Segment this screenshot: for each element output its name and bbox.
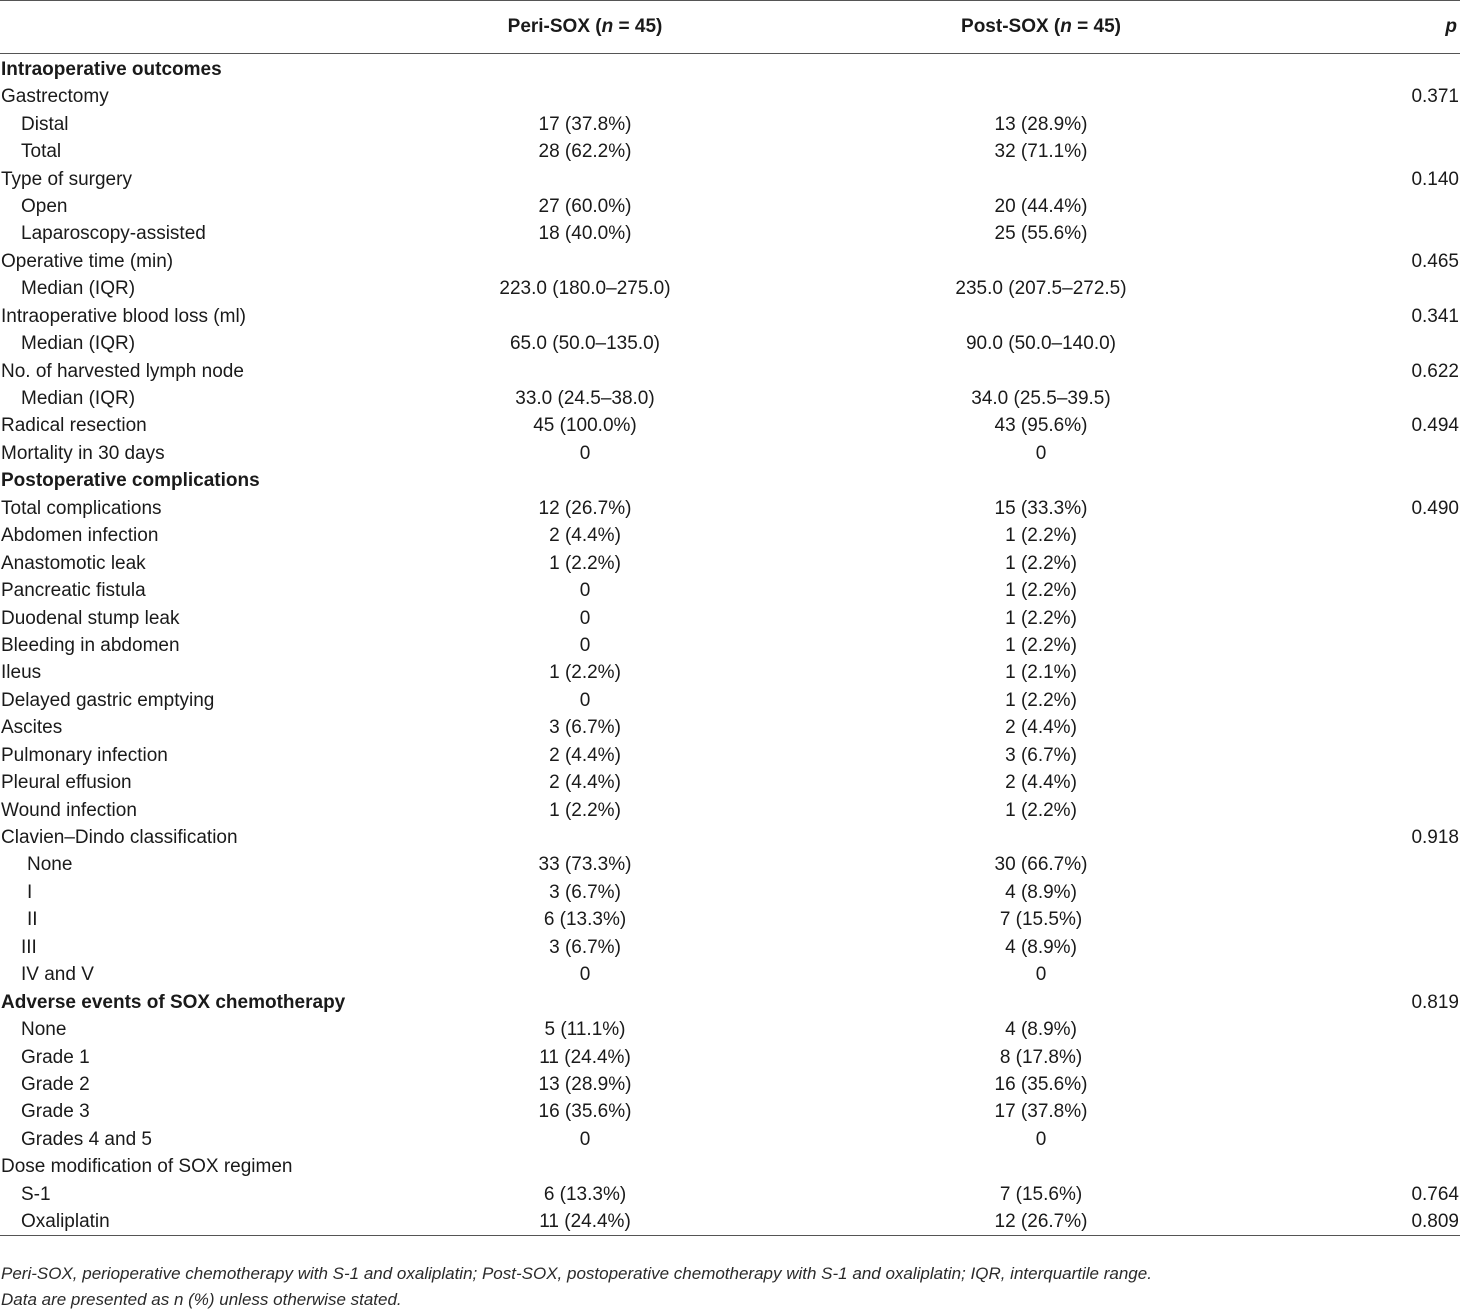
cell-p-value: 0.371 <box>1411 86 1459 108</box>
table-footnotes <box>1 1261 1152 1313</box>
cell-p-value <box>1282 1153 1460 1180</box>
table-row <box>0 604 1460 631</box>
cell-p-value <box>1282 1016 1460 1043</box>
row-label: Median (IQR) <box>21 388 136 410</box>
cell-p-value <box>1282 961 1460 988</box>
cell-peri-sox: 45 (100.0%) <box>533 415 637 437</box>
cell-peri-sox <box>370 357 800 384</box>
cell-p-value: 0.490 <box>1411 497 1459 519</box>
row-label: Radical resection <box>1 415 147 437</box>
cell-post-sox: 1 (2.2%) <box>1005 607 1077 629</box>
cell-p-value <box>1282 1043 1460 1070</box>
table-row <box>0 357 1460 384</box>
cell-peri-sox: 11 (24.4%) <box>370 1208 800 1236</box>
footnote-abbreviations: Peri-SOX, perioperative chemotherapy with S-1 and oxaliplatin; Post-SOX, postoperative chemotherapy with S-1 and oxaliplatin; IQR, interquartile range. <box>1 1264 1152 1283</box>
cell-post-sox: 0 <box>1035 964 1047 986</box>
cell-peri-sox: 1 (2.2%) <box>549 799 621 821</box>
table-row <box>0 742 1460 769</box>
cell-post-sox <box>800 248 1282 275</box>
cell-post-sox: 0 <box>1035 442 1047 464</box>
cell-p-value: 0.494 <box>1411 415 1459 437</box>
cell-post-sox: 1 (2.2%) <box>1005 689 1077 711</box>
cell-p-value <box>1282 742 1460 769</box>
cell-p-value <box>1282 193 1460 220</box>
table-row <box>0 577 1460 604</box>
table-row <box>0 220 1460 247</box>
cell-post-sox: 32 (71.1%) <box>994 141 1088 163</box>
row-label: III <box>21 936 37 958</box>
cell-post-sox: 1 (2.2%) <box>1005 552 1077 574</box>
cell-post-sox <box>800 83 1282 110</box>
row-label: Pleural effusion <box>1 772 132 794</box>
table-row <box>0 440 1460 467</box>
cell-p-value <box>1282 796 1460 823</box>
table-row <box>0 385 1460 412</box>
row-label: Grades 4 and 5 <box>21 1128 152 1150</box>
cell-p-value <box>1282 138 1460 165</box>
table-row <box>0 632 1460 659</box>
cell-p-value <box>1282 467 1460 494</box>
row-label: Ileus <box>1 662 42 684</box>
cell-p-value <box>1282 54 1460 84</box>
cell-peri-sox: 1 (2.2%) <box>549 662 621 684</box>
table-row <box>0 714 1460 741</box>
header-p-value: p <box>1282 1 1460 54</box>
header-row <box>0 1 1460 54</box>
header-peri-n: n <box>601 16 614 37</box>
row-label: Duodenal stump leak <box>1 607 180 629</box>
header-post-n: n <box>1060 16 1072 37</box>
cell-peri-sox: 2 (4.4%) <box>549 744 621 766</box>
row-label: Anastomotic leak <box>1 552 146 574</box>
table-row <box>0 330 1460 357</box>
table-row <box>0 549 1460 576</box>
table-row <box>0 687 1460 714</box>
cell-post-sox <box>800 303 1282 330</box>
cell-post-sox: 12 (26.7%) <box>800 1208 1282 1236</box>
cell-post-sox: 15 (33.3%) <box>994 497 1088 519</box>
table-row <box>0 824 1460 851</box>
row-label: Delayed gastric emptying <box>1 689 215 711</box>
cell-peri-sox: 0 <box>579 442 591 464</box>
row-label: Dose modification of SOX regimen <box>1 1156 293 1178</box>
row-label: Distal <box>21 113 69 135</box>
cell-p-value: 0.622 <box>1411 360 1459 382</box>
row-label: Open <box>21 195 68 217</box>
cell-peri-sox: 28 (62.2%) <box>538 141 632 163</box>
table-row <box>0 1043 1460 1070</box>
cell-p-value: 0.465 <box>1411 250 1459 272</box>
header-post-sox <box>800 1 1282 54</box>
cell-post-sox: 1 (2.2%) <box>1005 634 1077 656</box>
row-label: Adverse events of SOX chemotherapy <box>1 991 346 1013</box>
cell-peri-sox <box>370 248 800 275</box>
cell-post-sox: 2 (4.4%) <box>1005 772 1077 794</box>
table-row <box>0 495 1460 522</box>
cell-p-value <box>1282 385 1460 412</box>
cell-p-value <box>1282 220 1460 247</box>
cell-p-value <box>1282 522 1460 549</box>
cell-peri-sox: 3 (6.7%) <box>549 936 621 958</box>
row-label: Pancreatic fistula <box>1 580 146 602</box>
cell-p-value <box>1282 275 1460 302</box>
table-row <box>0 961 1460 988</box>
cell-post-sox: 43 (95.6%) <box>994 415 1088 437</box>
cell-post-sox: 90.0 (50.0–140.0) <box>965 333 1116 355</box>
cell-peri-sox: 6 (13.3%) <box>543 1183 627 1205</box>
cell-p-value <box>1282 632 1460 659</box>
header-post-prefix: Post-SOX ( <box>961 16 1061 37</box>
cell-peri-sox: 2 (4.4%) <box>549 525 621 547</box>
row-label: Median (IQR) <box>21 333 136 355</box>
cell-post-sox: 3 (6.7%) <box>1005 744 1077 766</box>
cell-peri-sox: 33.0 (24.5–38.0) <box>515 388 655 410</box>
row-label: Bleeding in abdomen <box>1 634 180 656</box>
row-label: Oxaliplatin <box>0 1208 370 1236</box>
row-label: Clavien–Dindo classification <box>1 827 238 849</box>
table-row <box>0 879 1460 906</box>
cell-p-value <box>1282 1126 1460 1153</box>
row-label: I <box>27 881 33 903</box>
cell-peri-sox <box>370 988 800 1015</box>
row-label: None <box>21 1019 67 1041</box>
cell-peri-sox <box>370 303 800 330</box>
cell-p-value: 0.809 <box>1282 1208 1460 1236</box>
cell-post-sox: 16 (35.6%) <box>994 1073 1088 1095</box>
cell-post-sox: 13 (28.9%) <box>994 113 1088 135</box>
table-row <box>0 851 1460 878</box>
table-row <box>0 906 1460 933</box>
cell-peri-sox: 0 <box>579 607 591 629</box>
cell-peri-sox: 11 (24.4%) <box>539 1046 631 1068</box>
row-label: Postoperative complications <box>1 470 260 492</box>
cell-peri-sox: 0 <box>579 964 591 986</box>
cell-peri-sox: 27 (60.0%) <box>538 195 632 217</box>
row-label: None <box>27 854 73 876</box>
cell-p-value: 0.819 <box>1411 991 1459 1013</box>
cell-p-value: 0.918 <box>1411 827 1459 849</box>
cell-p-value: 0.140 <box>1411 168 1459 190</box>
row-label: Intraoperative outcomes <box>1 59 222 80</box>
cell-post-sox: 1 (2.2%) <box>1005 525 1077 547</box>
cell-post-sox: 7 (15.6%) <box>999 1183 1083 1205</box>
cell-p-value <box>1282 549 1460 576</box>
cell-post-sox <box>800 988 1282 1015</box>
cell-p-value <box>1282 769 1460 796</box>
cell-peri-sox: 6 (13.3%) <box>543 909 627 931</box>
table-row <box>0 193 1460 220</box>
cell-post-sox: 1 (2.2%) <box>1005 580 1077 602</box>
cell-peri-sox: 1 (2.2%) <box>549 552 621 574</box>
row-label: Grade 2 <box>21 1073 90 1095</box>
cell-peri-sox: 13 (28.9%) <box>538 1073 632 1095</box>
table-row <box>0 1153 1460 1180</box>
cell-p-value: 0.764 <box>1411 1183 1459 1205</box>
table-body <box>0 54 1460 1236</box>
cell-post-sox: 30 (66.7%) <box>994 854 1088 876</box>
cell-peri-sox: 3 (6.7%) <box>549 717 621 739</box>
cell-post-sox: 1 (2.1%) <box>1005 662 1077 684</box>
table-row <box>0 303 1460 330</box>
cell-post-sox: 4 (8.9%) <box>1005 1019 1077 1041</box>
cell-post-sox: 7 (15.5%) <box>999 909 1083 931</box>
header-peri-suffix: = 45) <box>613 16 663 37</box>
cell-post-sox: 17 (37.8%) <box>994 1101 1088 1123</box>
cell-post-sox <box>800 467 1282 494</box>
row-label: Grade 1 <box>21 1046 90 1068</box>
cell-p-value <box>1282 687 1460 714</box>
row-label: Mortality in 30 days <box>1 442 165 464</box>
cell-p-value <box>1282 906 1460 933</box>
cell-peri-sox: 16 (35.6%) <box>538 1101 632 1123</box>
cell-peri-sox: 17 (37.8%) <box>538 113 632 135</box>
row-label: Median (IQR) <box>21 278 136 300</box>
table-row <box>0 1181 1460 1208</box>
cell-post-sox <box>800 357 1282 384</box>
row-label: Total complications <box>1 497 162 519</box>
table-row <box>0 934 1460 961</box>
cell-peri-sox <box>370 54 800 84</box>
cell-post-sox: 34.0 (25.5–39.5) <box>971 388 1111 410</box>
table-row <box>0 659 1460 686</box>
table-header <box>0 1 1460 54</box>
cell-p-value <box>1282 851 1460 878</box>
cell-peri-sox: 0 <box>579 1128 591 1150</box>
cell-p-value <box>1282 577 1460 604</box>
table-row <box>0 769 1460 796</box>
row-label: No. of harvested lymph node <box>1 360 244 382</box>
cell-post-sox: 8 (17.8%) <box>999 1046 1083 1068</box>
cell-p-value <box>1282 604 1460 631</box>
row-label: IV and V <box>21 964 94 986</box>
cell-p-value: 0.341 <box>1411 305 1459 327</box>
cell-post-sox: 2 (4.4%) <box>1005 717 1077 739</box>
row-label: Ascites <box>1 717 63 739</box>
table-row <box>0 165 1460 192</box>
cell-peri-sox: 223.0 (180.0–275.0) <box>499 278 671 300</box>
table-row <box>0 412 1460 439</box>
cell-peri-sox: 33 (73.3%) <box>538 854 632 876</box>
header-post-suffix: = 45) <box>1071 16 1121 37</box>
cell-p-value <box>1282 110 1460 137</box>
header-variable <box>0 1 370 54</box>
cell-p-value <box>1282 659 1460 686</box>
cell-p-value <box>1282 1071 1460 1098</box>
cell-post-sox <box>800 824 1282 851</box>
cell-post-sox <box>800 1153 1282 1180</box>
row-label: Operative time (min) <box>1 250 174 272</box>
cell-peri-sox <box>370 83 800 110</box>
cell-post-sox: 4 (8.9%) <box>1005 936 1077 958</box>
cell-post-sox: 0 <box>1035 1128 1047 1150</box>
header-peri-prefix: Peri-SOX ( <box>507 16 602 37</box>
cell-post-sox: 4 (8.9%) <box>1005 881 1077 903</box>
cell-peri-sox: 3 (6.7%) <box>549 881 621 903</box>
row-label: Grade 3 <box>21 1101 90 1123</box>
table-row <box>0 522 1460 549</box>
table-row <box>0 467 1460 494</box>
cell-peri-sox: 18 (40.0%) <box>538 223 632 245</box>
cell-post-sox: 235.0 (207.5–272.5) <box>955 278 1127 300</box>
cell-p-value <box>1282 1098 1460 1125</box>
table-row <box>0 138 1460 165</box>
cell-post-sox <box>800 165 1282 192</box>
table-row <box>0 796 1460 823</box>
row-label: Type of surgery <box>1 168 132 190</box>
row-label: Abdomen infection <box>1 525 159 547</box>
row-label: Total <box>21 141 62 163</box>
table-row <box>0 275 1460 302</box>
cell-peri-sox: 0 <box>579 689 591 711</box>
table-row <box>0 1208 1460 1236</box>
table-row <box>0 110 1460 137</box>
cell-peri-sox: 0 <box>579 634 591 656</box>
row-label: Laparoscopy-assisted <box>21 223 206 245</box>
cell-post-sox: 25 (55.6%) <box>994 223 1088 245</box>
cell-peri-sox: 0 <box>579 580 591 602</box>
footnote-data-format: Data are presented as n (%) unless otherwise stated. <box>1 1290 402 1309</box>
cell-post-sox: 1 (2.2%) <box>1005 799 1077 821</box>
row-label: Wound infection <box>1 799 137 821</box>
table-row <box>0 1126 1460 1153</box>
row-label: II <box>27 909 38 931</box>
cell-p-value <box>1282 879 1460 906</box>
cell-peri-sox <box>370 824 800 851</box>
table-row <box>0 54 1460 84</box>
table-row <box>0 83 1460 110</box>
cell-peri-sox: 65.0 (50.0–135.0) <box>509 333 660 355</box>
table-row <box>0 1071 1460 1098</box>
row-label: Gastrectomy <box>1 86 109 108</box>
cell-peri-sox <box>370 165 800 192</box>
cell-p-value <box>1282 934 1460 961</box>
row-label: S-1 <box>21 1183 51 1205</box>
row-label: Intraoperative blood loss (ml) <box>1 305 246 327</box>
table-row <box>0 988 1460 1015</box>
header-peri-sox <box>370 1 800 54</box>
cell-post-sox: 20 (44.4%) <box>994 195 1088 217</box>
cell-p-value <box>1282 714 1460 741</box>
cell-peri-sox: 5 (11.1%) <box>544 1019 626 1041</box>
cell-p-value <box>1282 440 1460 467</box>
cell-peri-sox <box>370 1153 800 1180</box>
cell-peri-sox: 2 (4.4%) <box>549 772 621 794</box>
table-row <box>0 1016 1460 1043</box>
cell-p-value <box>1282 330 1460 357</box>
table-row <box>0 1098 1460 1125</box>
row-label: Pulmonary infection <box>1 744 168 766</box>
cell-peri-sox <box>370 467 800 494</box>
cell-post-sox <box>800 54 1282 84</box>
cell-peri-sox: 12 (26.7%) <box>538 497 632 519</box>
table-row <box>0 248 1460 275</box>
